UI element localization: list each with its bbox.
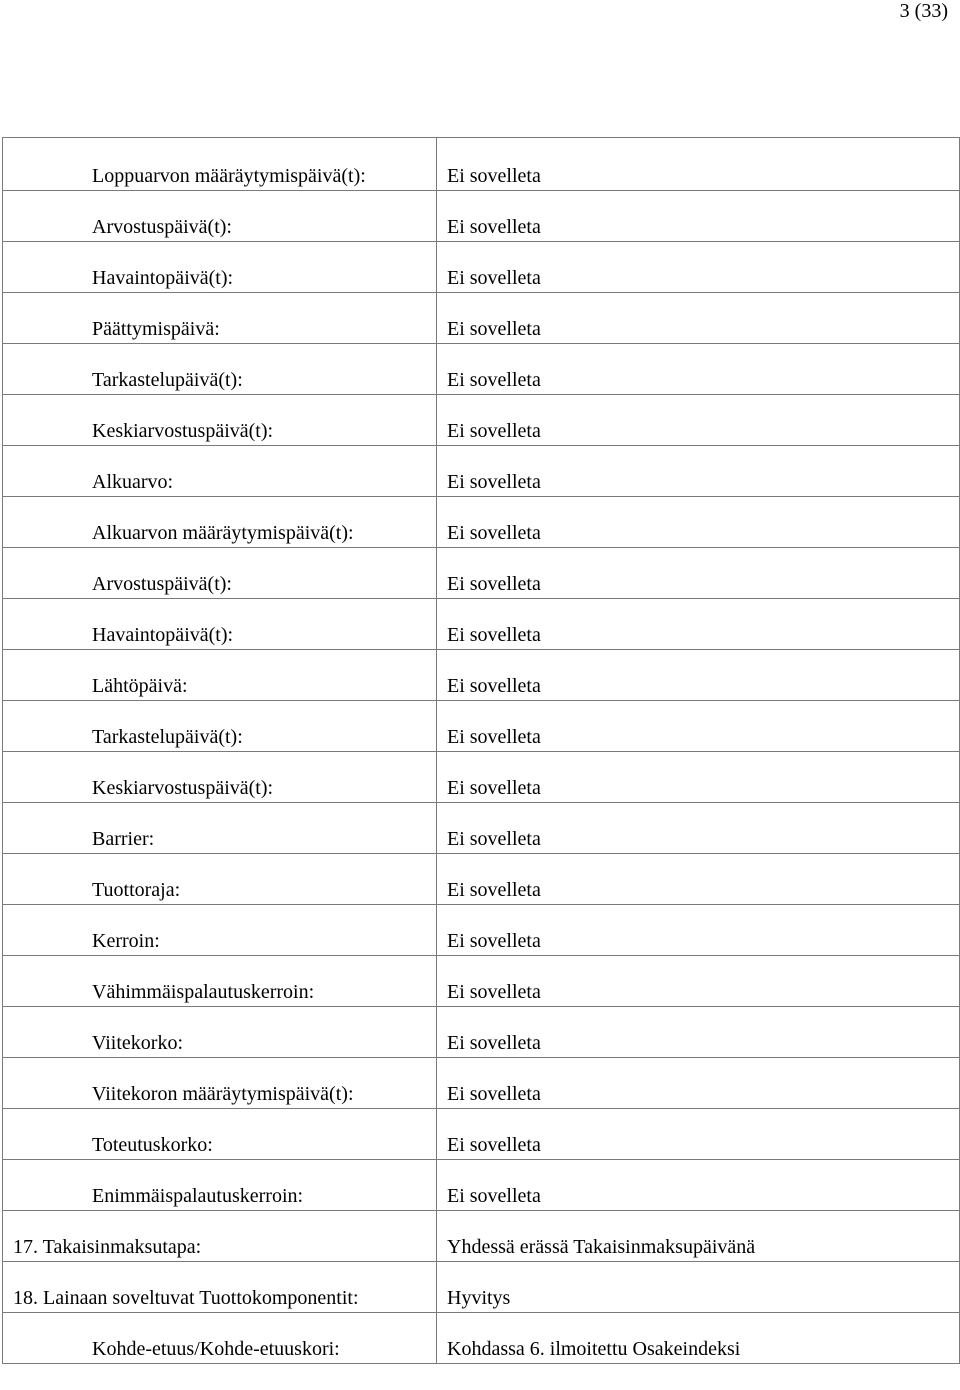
row-value: Ei sovelleta	[437, 956, 960, 1007]
table-row	[3, 1160, 960, 1211]
table-row	[3, 138, 960, 191]
row-value: Ei sovelleta	[437, 701, 960, 752]
table-row	[3, 1109, 960, 1160]
row-value: Ei sovelleta	[437, 905, 960, 956]
row-value: Ei sovelleta	[437, 1058, 960, 1109]
row-value: Yhdessä erässä Takaisinmaksupäivänä	[437, 1211, 960, 1262]
row-value: Ei sovelleta	[437, 1007, 960, 1058]
row-value: Ei sovelleta	[437, 599, 960, 650]
row-label: Enimmäispalautuskerroin:	[3, 1160, 437, 1211]
table-row	[3, 446, 960, 497]
row-value: Ei sovelleta	[437, 803, 960, 854]
row-value: Ei sovelleta	[437, 497, 960, 548]
row-label: Tuottoraja:	[3, 854, 437, 905]
row-value: Ei sovelleta	[437, 650, 960, 701]
row-value: Ei sovelleta	[437, 1160, 960, 1211]
row-label: 18. Lainaan soveltuvat Tuottokomponentit:	[3, 1262, 437, 1313]
table-row	[3, 1262, 960, 1313]
row-label: Alkuarvo:	[3, 446, 437, 497]
table-row	[3, 344, 960, 395]
row-label: Barrier:	[3, 803, 437, 854]
row-label: Lähtöpäivä:	[3, 650, 437, 701]
row-label: 17. Takaisinmaksutapa:	[3, 1211, 437, 1262]
row-label: Kohde-etuus/Kohde-etuuskori:	[3, 1313, 437, 1364]
row-label: Arvostuspäivä(t):	[3, 548, 437, 599]
table-row	[3, 1313, 960, 1364]
row-value: Ei sovelleta	[437, 1109, 960, 1160]
table-row	[3, 1211, 960, 1262]
table-row	[3, 905, 960, 956]
row-label: Vähimmäispalautuskerroin:	[3, 956, 437, 1007]
row-value: Ei sovelleta	[437, 191, 960, 242]
row-label: Keskiarvostuspäivä(t):	[3, 752, 437, 803]
table-row	[3, 650, 960, 701]
table-row	[3, 854, 960, 905]
table-row	[3, 191, 960, 242]
table-row	[3, 701, 960, 752]
terms-table	[2, 137, 960, 1364]
row-value: Ei sovelleta	[437, 395, 960, 446]
row-label: Keskiarvostuspäivä(t):	[3, 395, 437, 446]
table-row	[3, 803, 960, 854]
row-value: Ei sovelleta	[437, 752, 960, 803]
page-number: 3 (33)	[899, 0, 948, 22]
row-label: Havaintopäivä(t):	[3, 599, 437, 650]
row-label: Viitekorko:	[3, 1007, 437, 1058]
table-row	[3, 242, 960, 293]
row-value: Kohdassa 6. ilmoitettu Osakeindeksi	[437, 1313, 960, 1364]
row-label: Tarkastelupäivä(t):	[3, 344, 437, 395]
row-value: Ei sovelleta	[437, 242, 960, 293]
table-row	[3, 1007, 960, 1058]
row-label: Kerroin:	[3, 905, 437, 956]
row-label: Havaintopäivä(t):	[3, 242, 437, 293]
table-row	[3, 548, 960, 599]
row-value: Hyvitys	[437, 1262, 960, 1313]
row-label: Alkuarvon määräytymispäivä(t):	[3, 497, 437, 548]
row-value: Ei sovelleta	[437, 344, 960, 395]
table-row	[3, 395, 960, 446]
table-row	[3, 1058, 960, 1109]
table-row	[3, 956, 960, 1007]
row-value: Ei sovelleta	[437, 854, 960, 905]
row-label: Viitekoron määräytymispäivä(t):	[3, 1058, 437, 1109]
row-label: Päättymispäivä:	[3, 293, 437, 344]
table-row	[3, 497, 960, 548]
row-label: Loppuarvon määräytymispäivä(t):	[3, 138, 437, 191]
row-value: Ei sovelleta	[437, 293, 960, 344]
row-value: Ei sovelleta	[437, 446, 960, 497]
table-row	[3, 599, 960, 650]
row-value: Ei sovelleta	[437, 138, 960, 191]
table-row	[3, 293, 960, 344]
row-label: Arvostuspäivä(t):	[3, 191, 437, 242]
row-label: Toteutuskorko:	[3, 1109, 437, 1160]
row-label: Tarkastelupäivä(t):	[3, 701, 437, 752]
row-value: Ei sovelleta	[437, 548, 960, 599]
table-row	[3, 752, 960, 803]
